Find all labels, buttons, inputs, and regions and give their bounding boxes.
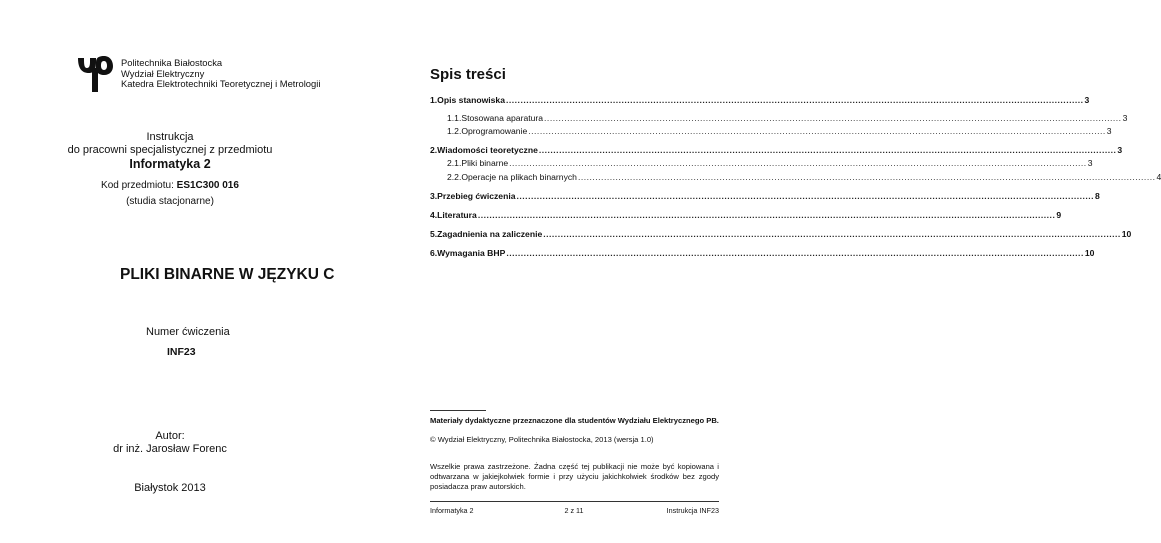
title-page [0, 0, 384, 543]
toc-entry-label: Literatura [437, 210, 477, 220]
toc-entry-number: 3. [430, 191, 438, 201]
toc-entry-number: 1.2. [447, 126, 462, 136]
toc-entry[interactable] [447, 126, 1112, 136]
toc-entry-label: Opis stanowiska [437, 95, 505, 105]
toc-entry-page: 3 [1106, 126, 1112, 136]
toc-entry-number: 5. [430, 229, 438, 239]
toc-entry-page: 3 [1087, 158, 1093, 168]
course-code-label: Kod przedmiotu: [101, 180, 174, 191]
toc-entry-label: Operacje na plikach binarnych [461, 172, 577, 182]
author-name: dr inż. Jarosław Forenc [113, 443, 227, 455]
toc-entry-label: Wymagania BHP [437, 248, 506, 258]
toc-entry-number: 6. [430, 248, 438, 258]
toc-dot-leader: ........................................................................................................................................................................................................ [516, 191, 1095, 201]
footnote-main: Materiały dydaktyczne przeznaczone dla studentów Wydziału Elektrycznego PB. [430, 416, 719, 425]
toc-entry-label: Oprogramowanie [461, 126, 528, 136]
course-code-value: ES1C300 016 [176, 180, 239, 191]
toc-dot-leader: ........................................................................................................................................................................................................ [538, 145, 1117, 155]
footer-left: Informatyka 2 [430, 506, 474, 515]
toc-entry-label: Stosowana aparatura [461, 113, 544, 123]
instruction-line2: do pracowni specjalistycznej z przedmiotu [67, 143, 273, 156]
toc-entry-page: 3 [1117, 145, 1123, 155]
toc-entry[interactable] [430, 248, 1095, 258]
toc-dot-leader: ........................................................................................................................................................................................................ [544, 113, 1122, 123]
pb-logo-icon [75, 56, 115, 94]
toc-entry-page: 4 [1156, 172, 1161, 182]
course-code [0, 180, 340, 191]
toc-entry-number: 4. [430, 210, 438, 220]
toc-entry[interactable] [447, 158, 1093, 168]
toc-dot-leader: ........................................................................................................................................................................................................ [577, 172, 1156, 182]
toc-entry-label: Wiadomości teoretyczne [437, 145, 538, 155]
toc-entry-label: Pliki binarne [461, 158, 509, 168]
toc-dot-leader: ........................................................................................................................................................................................................ [506, 248, 1084, 258]
footer-right: Instrukcja INF23 [666, 506, 719, 515]
toc-title: Spis treści [430, 66, 506, 83]
toc-entry[interactable] [430, 229, 1132, 239]
footer-page-number: 2 z 11 [564, 506, 584, 515]
toc-entry-number: 1.1. [447, 113, 462, 123]
toc-entry-number: 1. [430, 95, 438, 105]
toc-entry-number: 2. [430, 145, 438, 155]
city-year: Białystok 2013 [134, 482, 206, 494]
toc-entry[interactable] [430, 191, 1100, 201]
toc-entry-page: 10 [1084, 248, 1095, 258]
toc-entry-page: 8 [1095, 191, 1100, 201]
instruction-line1: Instrukcja [146, 131, 194, 143]
document-title: PLIKI BINARNE W JĘZYKU C [120, 266, 335, 283]
toc-entry-label: Zagadnienia na zaliczenie [437, 229, 543, 239]
exercise-code: INF23 [167, 346, 196, 358]
department-name: Katedra Elektrotechniki Teoretycznej i Metrologii [121, 78, 321, 90]
footnote-copyright: © Wydział Elektryczny, Politechnika Białostocka, 2013 (wersja 1.0) [430, 435, 654, 444]
toc-entry-page: 9 [1056, 210, 1062, 220]
author-label: Autor: [155, 430, 185, 442]
toc-entry-page: 3 [1084, 95, 1090, 105]
institution-block [121, 58, 320, 90]
exercise-label: Numer ćwiczenia [146, 326, 230, 338]
toc-dot-leader: ........................................................................................................................................................................................................ [543, 229, 1121, 239]
toc-entry[interactable] [447, 172, 1161, 182]
university-name: Politechnika Białostocka [121, 57, 223, 68]
toc-entry-number: 2.1. [447, 158, 462, 168]
toc-entry-number: 2.2. [447, 172, 462, 182]
toc-entry-label: Przebieg ćwiczenia [437, 191, 516, 201]
toc-entry-page: 3 [1122, 113, 1128, 123]
toc-dot-leader: ........................................................................................................................................................................................................ [509, 158, 1087, 168]
instruction-heading [0, 131, 340, 156]
toc-dot-leader: ........................................................................................................................................................................................................ [528, 126, 1106, 136]
subject-name: Informatyka 2 [129, 157, 211, 171]
toc-entry-page: 10 [1121, 229, 1132, 239]
footnote-rights: Wszelkie prawa zastrzeżone. Żadna część tej publikacji nie może być kopiowana i odtwarzana w jakiejkolwiek formie i przy użyciu jakichkolwiek środków bez zgody posiadacza praw autorskich. [430, 462, 719, 492]
toc-dot-leader: ........................................................................................................................................................................................................ [477, 210, 1056, 220]
toc-entry[interactable] [430, 145, 1123, 155]
toc-entry[interactable] [447, 113, 1128, 123]
toc-entry[interactable] [430, 95, 1090, 105]
toc-entry[interactable] [430, 210, 1062, 220]
footnote-divider [430, 410, 486, 411]
faculty-name: Wydział Elektryczny [121, 67, 205, 79]
toc-dot-leader: ........................................................................................................................................................................................................ [506, 95, 1084, 105]
toc-page [384, 0, 1161, 543]
study-mode: (studia stacjonarne) [126, 196, 214, 207]
footer-divider [430, 501, 719, 502]
